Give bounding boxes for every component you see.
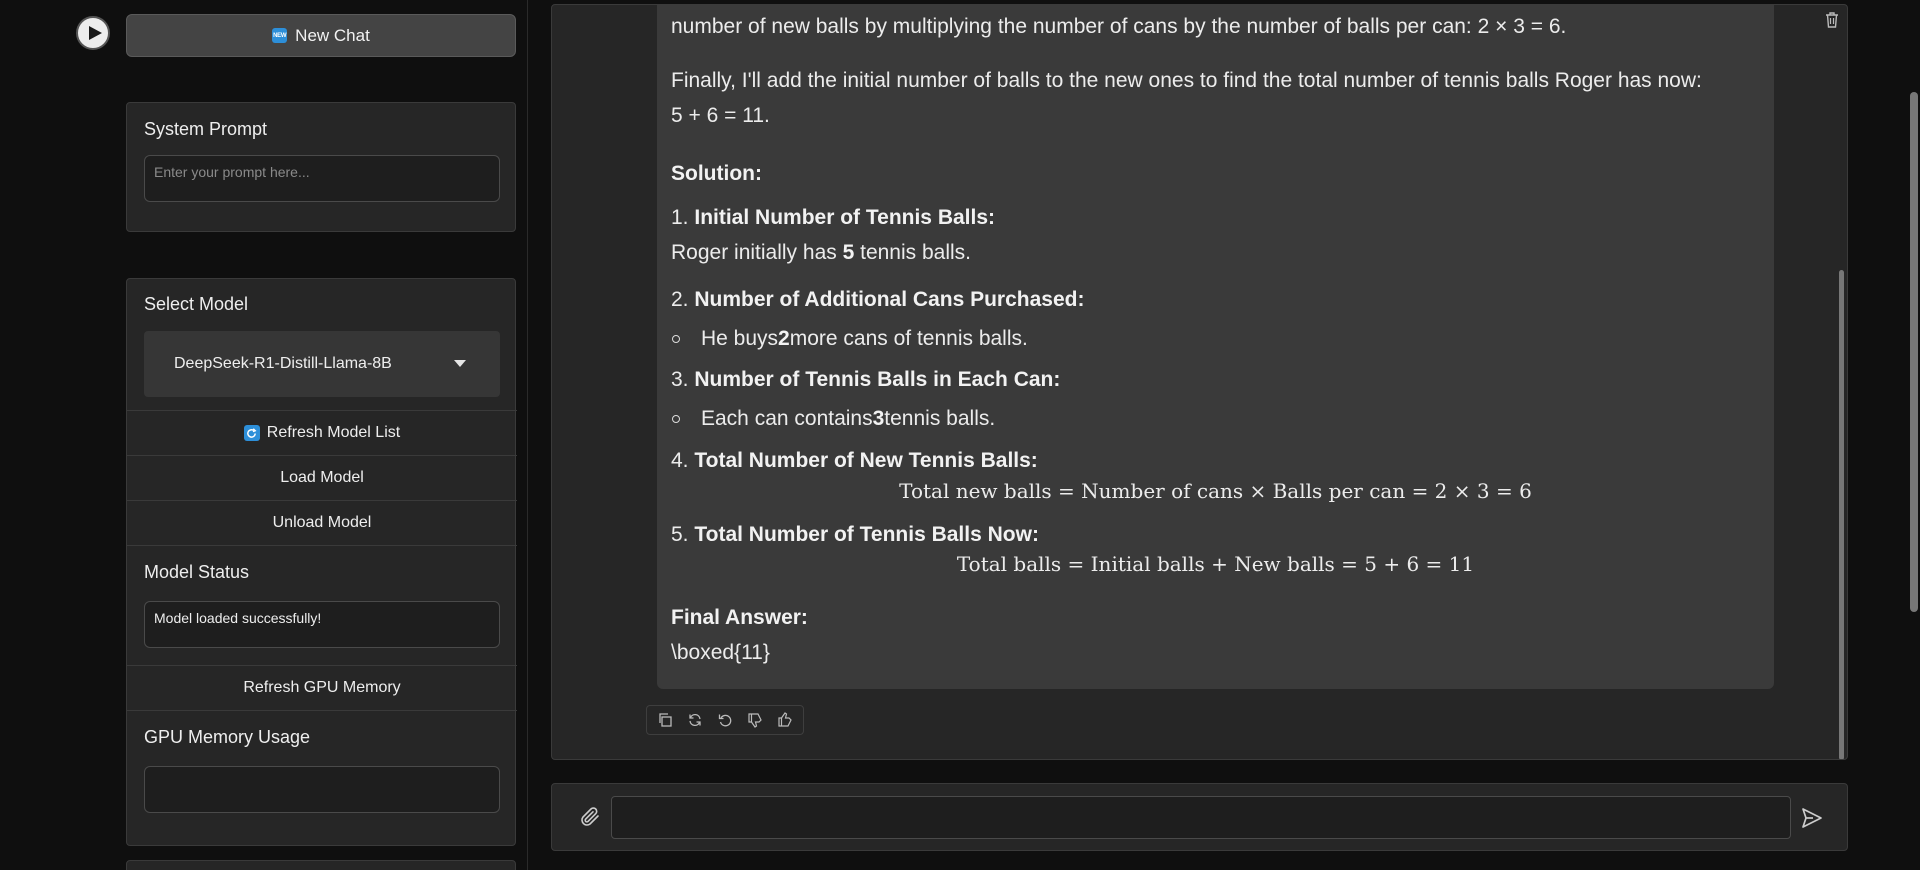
step-3-title: 3. Number of Tennis Balls in Each Can: [671, 368, 1061, 391]
thumbs-up-icon[interactable] [770, 708, 800, 732]
chat-scrollbar[interactable] [1839, 270, 1844, 760]
refresh-model-list-button[interactable] [127, 410, 517, 455]
divider [127, 545, 517, 546]
step-4-title: 4. Total Number of New Tennis Balls: [671, 449, 1038, 472]
load-model-label: Load Model [280, 469, 364, 486]
step-2-title: 2. Number of Additional Cans Purchased: [671, 288, 1085, 311]
chevron-down-icon [454, 360, 466, 368]
vertical-divider [527, 0, 528, 870]
message-input[interactable] [611, 796, 1791, 839]
load-model-button[interactable] [127, 455, 517, 500]
new-chat-label: New Chat [295, 25, 370, 45]
step-1-title: 1. Initial Number of Tennis Balls: [671, 206, 996, 229]
refresh-icon [244, 425, 260, 441]
assistant-message: number of new balls by multiplying the number of cans by the number of balls per can: 2 × 3 = 6. Finally, I'll add the initial number of balls to the new ones to find the total number of tennis balls Roger has now: 5 + 6 = 11. Solution: 1. Initial Number of Tennis Balls: Roger initially has 5 tennis balls. 2. Number of Additional Cans Purchased: He buys 2 more cans of tennis balls. 3. Number of Tennis Balls in Each Can: Each can contains 3 tennis balls. 4. Total Number of New Tennis Balls: Total new balls = Number of cans × Balls per can = 2 × 3 = 6 5. Total Number of Tennis Balls Now: Total balls = Initial balls + New balls = 5 + 6 = 11 Final Answer: \boxed{11} [657, 4, 1774, 689]
step-1-text: Roger initially has 5 tennis balls. [671, 241, 972, 264]
message-line: Finally, I'll add the initial number of balls to the new ones to find the total number of tennis balls Roger has now: [671, 69, 1702, 92]
system-prompt-panel [126, 102, 516, 232]
play-icon [87, 25, 103, 41]
step-5-formula: Total balls = Initial balls + New balls = 5 + 6 = 11 [956, 552, 1475, 576]
model-select-value: DeepSeek-R1-Distill-Llama-8B [174, 355, 392, 372]
model-status-field: Model loaded successfully! [144, 601, 500, 648]
thumbs-down-icon[interactable] [740, 708, 770, 732]
next-panel [126, 860, 516, 870]
input-bar [551, 783, 1848, 851]
gpu-memory-usage-field [144, 766, 500, 813]
new-chat-button[interactable] [126, 14, 516, 57]
refresh-gpu-memory-label: Refresh GPU Memory [243, 679, 401, 696]
message-line: 5 + 6 = 11. [671, 104, 770, 127]
step-4-formula: Total new balls = Number of cans × Balls per can = 2 × 3 = 6 [899, 479, 1532, 503]
system-prompt-label: System Prompt [144, 119, 268, 139]
play-button[interactable] [76, 16, 110, 50]
system-prompt-input[interactable]: Enter your prompt here... [144, 155, 500, 202]
step-5-title: 5. Total Number of Tennis Balls Now: [671, 523, 1039, 546]
chat-panel [551, 4, 1848, 760]
bullet-circle-icon [672, 335, 680, 343]
model-panel [126, 278, 516, 846]
paperclip-icon[interactable] [578, 805, 602, 829]
unload-model-label: Unload Model [272, 514, 372, 531]
final-answer-value: \boxed{11} [671, 641, 770, 664]
select-model-label: Select Model [144, 294, 249, 314]
trash-icon[interactable] [1824, 11, 1840, 29]
model-status-label: Model Status [144, 562, 250, 582]
retry-icon[interactable] [680, 708, 710, 732]
solution-heading: Solution: [671, 162, 762, 185]
unload-model-button[interactable] [127, 500, 517, 545]
final-answer-heading: Final Answer: [671, 606, 808, 629]
page-scrollbar[interactable] [1910, 92, 1918, 612]
send-icon[interactable] [1800, 806, 1824, 830]
gpu-memory-usage-label: GPU Memory Usage [144, 727, 311, 747]
refresh-model-list-label: Refresh Model List [266, 424, 401, 441]
bullet-circle-icon [672, 415, 680, 423]
message-line: number of new balls by multiplying the number of cans by the number of balls per can: 2 × 3 = 6. [671, 15, 1567, 38]
refresh-gpu-memory-button[interactable] [127, 665, 517, 710]
new-badge-icon: NEW [272, 28, 287, 43]
model-select[interactable] [144, 331, 500, 397]
message-actions [646, 705, 804, 735]
undo-icon[interactable] [710, 708, 740, 732]
divider [127, 710, 517, 711]
copy-icon[interactable] [650, 708, 680, 732]
